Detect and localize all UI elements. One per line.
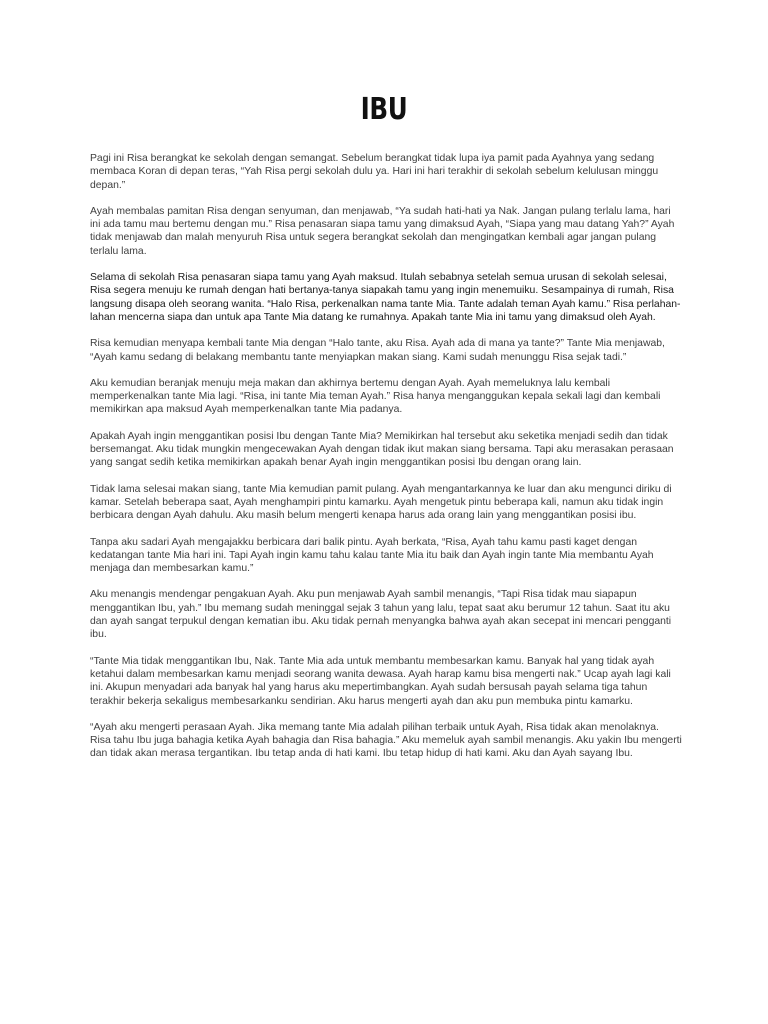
paragraph-4: Risa kemudian menyapa kembali tante Mia dengan “Halo tante, aku Risa. Ayah ada di mana ya tante?” Tante Mia menjawab, “Ayah kamu sedang di belakang membantu tante menyiapkan makan siang. Kami sudah menunggu Risa sejak tadi.”: [90, 338, 665, 363]
paragraph-8: Tanpa aku sadari Ayah mengajakku berbicara dari balik pintu. Ayah berkata, “Risa, Ayah tahu kamu pasti kaget dengan kedatangan tante Mia hari ini. Tapi Ayah ingin kamu tahu kalau tante Mia itu baik dan Ayah ingin tante Mia membantu Ayah menjaga dan membesarkan kamu.”: [90, 536, 654, 575]
paragraph-6: Apakah Ayah ingin menggantikan posisi Ibu dengan Tante Mia? Memikirkan hal tersebut aku seketika menjadi sedih dan tidak bersemangat. Aku tidak mungkin mengecewakan Ayah dengan tidak ikut makan siang bersama. Tapi aku merasakan perasaan yang sangat sedih ketika memikirkan apakah benar Ayah ingin menggantikan posisi Ibu dengan orang lain.: [90, 430, 674, 469]
paragraph-2: Ayah membalas pamitan Risa dengan senyuman, dan menjawab, “Ya sudah hati-hati ya Nak. Jangan pulang terlalu lama, hari ini ada tamu mau bertemu dengan mu.” Risa penasaran siapa tamu yang dimaksud Ayah, “Siapa yang mau datang Yah?” Ayah tidak menjawab dan malah menyuruh Risa untuk segera berangkat sekolah dan mengingatkan kembali agar jangan pulang terlalu lama.: [90, 205, 675, 257]
paragraph-9: Aku menangis mendengar pengakuan Ayah. Aku pun menjawab Ayah sambil menangis, “Tapi Risa tidak mau siapapun menggantikan Ibu, yah.” Ibu memang sudah meninggal sejak 3 tahun yang lalu, tepat saat aku berumur 12 tahun. Saat itu aku dan ayah sangat terpukul dengan kematian ibu. Aku tidak pernah menyangka bahwa ayah akan secepat ini mencari pengganti ibu.: [90, 589, 672, 641]
paragraph-7: Tidak lama selesai makan siang, tante Mia kemudian pamit pulang. Ayah mengantarkannya ke luar dan aku mengunci diriku di kamar. Setelah beberapa saat, Ayah menghampiri pintu kamarku. Ayah mengetuk pintu beberapa kali, namun aku tidak ingin berbicara dengan Ayah dahulu. Aku masih belum mengerti kenapa harus ada orang lain yang menggantikan posisi ibu.: [90, 483, 672, 522]
document-title: IBU: [360, 92, 408, 127]
paragraph-3: Selama di sekolah Risa penasaran siapa tamu yang Ayah maksud. Itulah sebabnya setelah semua urusan di sekolah selesai, Risa segera menuju ke rumah dengan hati bertanya-tanya siapakah tamu yang ingin menemuiku. Sesampainya di rumah, Risa langsung disapa oleh seorang wanita. “Halo Risa, perkenalkan nama tante Mia. Tante adalah teman Ayah kamu.” Risa perlahan-lahan mencerna siapa dan untuk apa Tante Mia datang ke rumahnya. Apakah tante Mia ini tamu yang dimaksud oleh Ayah.: [90, 272, 681, 323]
paragraph-10: “Tante Mia tidak menggantikan Ibu, Nak. Tante Mia ada untuk membantu membesarkan kamu. Banyak hal yang tidak ayah ketahui dalam membesarkan kamu menjadi seorang wanita dewasa. Ayah harap kamu bisa mengerti nak.” Ucap ayah lagi kali ini. Akupun menyadari ada banyak hal yang harus aku mepertimbangkan. Ayah sudah bersusah payah selama tiga tahun terakhir bekerja sekaligus membesarkanku sendirian. Aku harus mengerti ayah dan aku pun membuka pintu kamarku.: [90, 655, 671, 707]
story-body: [90, 152, 682, 774]
paragraph-11: “Ayah aku mengerti perasaan Ayah. Jika memang tante Mia adalah pilihan terbaik untuk Ayah, Risa tidak akan menolaknya. Risa tahu Ibu juga bahagia ketika Ayah bahagia dan Risa bahagia.” Aku memeluk ayah sambil menangis. Aku yakin Ibu mengerti dan tidak akan merasa tergantikan. Ibu tetap anda di hati kami. Ibu tetap hidup di hati kami. Aku dan Ayah sayang Ibu.: [90, 721, 682, 760]
paragraph-1: Pagi ini Risa berangkat ke sekolah dengan semangat. Sebelum berangkat tidak lupa iya pamit pada Ayahnya yang sedang membaca Koran di depan teras, “Yah Risa pergi sekolah dulu ya. Hari ini hari terakhir di sekolah sebelum kelulusan minggu depan.”: [90, 153, 659, 191]
paragraph-5: Aku kemudian beranjak menuju meja makan dan akhirnya bertemu dengan Ayah. Ayah memeluknya lalu kembali memperkenalkan tante Mia lagi. “Risa, ini tante Mia teman Ayah.” Risa hanya menganggukan kepala sekali lagi dan kembali memikirkan apa maksud Ayah memperkenalkan tante Mia padanya.: [90, 377, 661, 416]
